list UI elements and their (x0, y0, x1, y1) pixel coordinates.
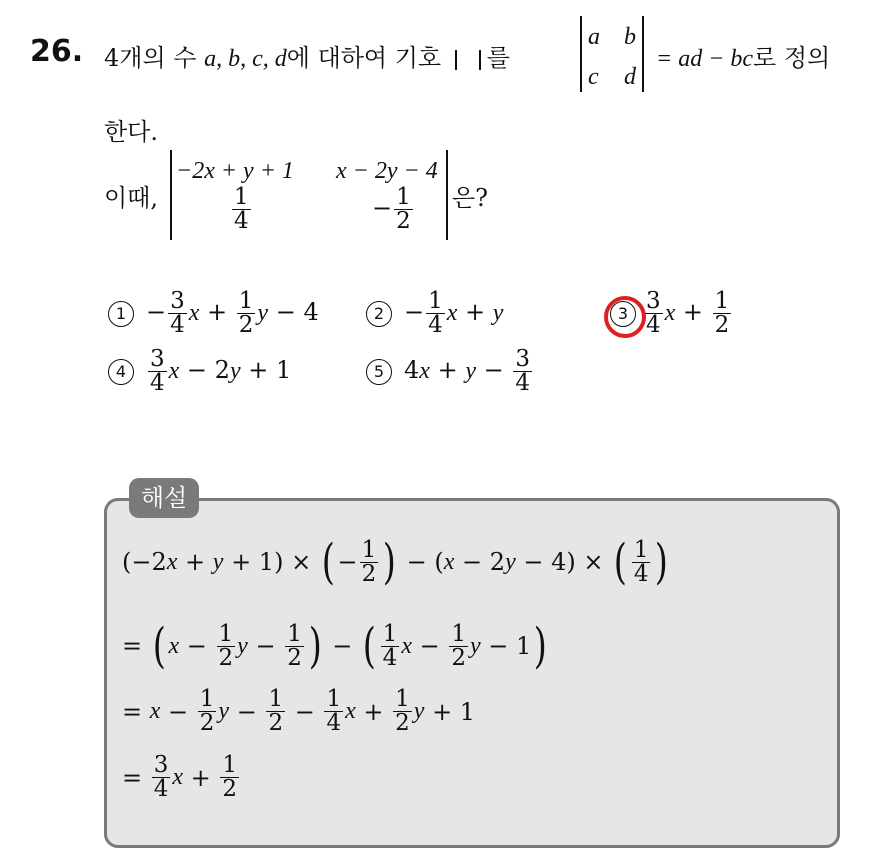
matrix-top-left: −2x + y + 1 (176, 158, 294, 184)
problem-number: 26. (30, 34, 84, 69)
problem-line1: 4개의 수 a, b, c, d에 대하여 기호 를 (104, 44, 510, 72)
choice-4[interactable]: 4 $\frac{3}{4}$ x − 2y + 1 (108, 348, 291, 395)
solution-line-2: = ( x − $\frac{1}{2}$ y − $\frac{1}{2}$ ) − ( $\frac{1}{4}$ x − $\frac{1}{2}$ y − 1 ) (122, 618, 548, 674)
choice-3[interactable]: 3 $\frac{3}{4}$ x + $\frac{1}{2}$ (610, 290, 733, 337)
matrix-bottom-left: $\frac{1}{4}$ (234, 184, 249, 234)
matrix-bottom-right: − $\frac{1}{2}$ (372, 184, 411, 234)
solution-line-3: = x − $\frac{1}{2}$ y − $\frac{1}{2}$ − $\frac{1}{4}$ x + $\frac{1}{2}$ y + 1 (122, 686, 476, 736)
det-d: d (624, 64, 636, 90)
choice-1-mark: 1 (108, 301, 134, 327)
choice-3-mark: 3 (610, 301, 636, 327)
choice-5-mark: 5 (366, 359, 392, 385)
det-a: a (588, 24, 600, 50)
choice-5[interactable]: 5 4x + y − $\frac{3}{4}$ (366, 348, 534, 395)
det-b: b (624, 24, 636, 50)
choice-2-mark: 2 (366, 301, 392, 327)
selected-answer-mark (604, 296, 646, 338)
choice-1[interactable]: 1 − $\frac{3}{4}$ x + $\frac{1}{2}$ y − 4 (108, 290, 319, 337)
question-prefix: 이때, (104, 184, 158, 212)
det-definition: = ad − bc로 정의 (656, 44, 831, 72)
question-suffix: 은? (452, 184, 489, 212)
solution-line-4: = $\frac{3}{4}$ x + $\frac{1}{2}$ (122, 752, 238, 802)
problem-line2: 한다. (104, 118, 158, 146)
choice-4-mark: 4 (108, 359, 134, 385)
solution-line-1: (−2 x + y + 1) × ( − $\frac{1}{2}$ ) − ( x − 2 y − 4) × ( $\frac{1}{4}$ ) (122, 534, 669, 590)
solution-tag: 해설 (129, 478, 199, 518)
det-c: c (588, 64, 599, 90)
choice-2[interactable]: 2 − $\frac{1}{4}$ x + y (366, 290, 503, 337)
matrix-top-right: x − 2y − 4 (336, 158, 438, 184)
